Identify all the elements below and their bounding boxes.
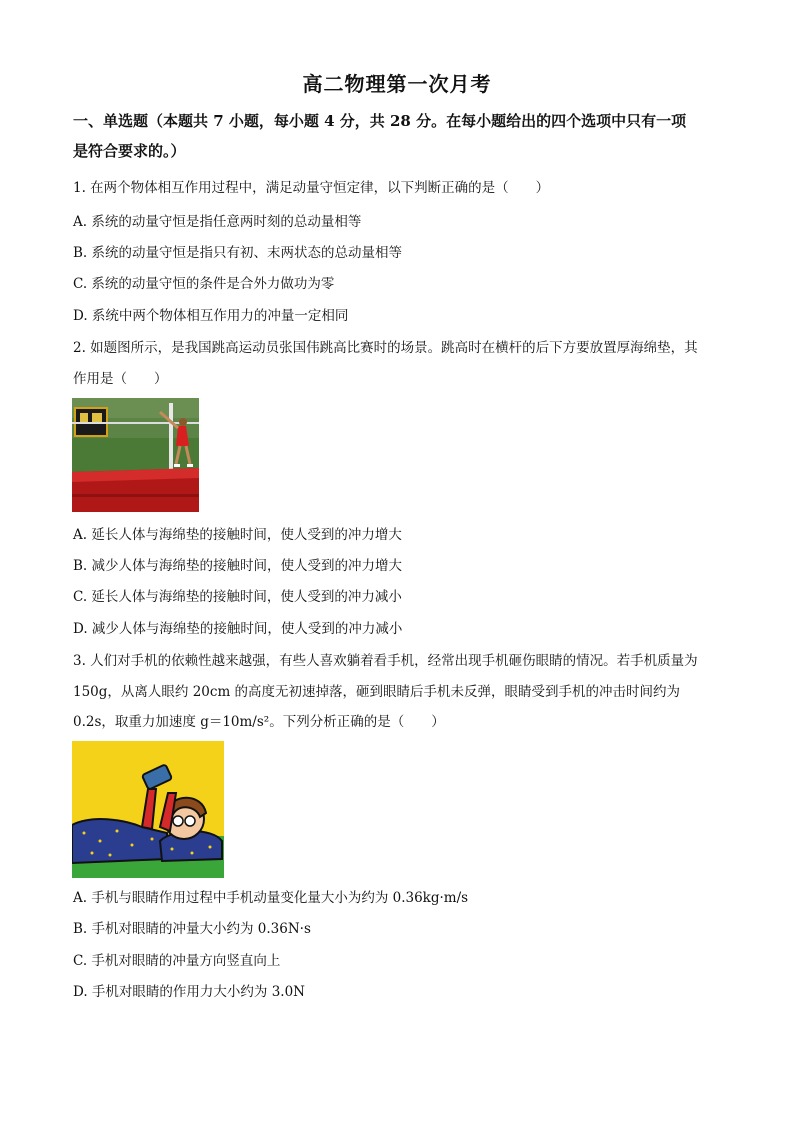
section-heading-line-1: 一、单选题（本题共 7 小题，每小题 4 分，共 28 分。在每小题给出的四个选项中只有一项 bbox=[73, 112, 687, 130]
q2-option-b: B. 减少人体与海绵垫的接触时间，使人受到的冲力增大 bbox=[73, 558, 403, 574]
q2-stem-line-1: 2. 如题图所示，是我国跳高运动员张国伟跳高比赛时的场景。跳高时在横杆的后下方要放置厚海绵垫，其 bbox=[73, 340, 698, 356]
q2-option-d: D. 减少人体与海绵垫的接触时间，使人受到的冲力减小 bbox=[73, 621, 403, 637]
q2-stem-line-2: 作用是（ ） bbox=[73, 371, 168, 387]
section-heading bbox=[73, 106, 733, 166]
q3-option-b: B. 手机对眼睛的冲量大小约为 0.36N·s bbox=[73, 921, 311, 937]
phone-in-bed-cartoon bbox=[72, 741, 224, 878]
q3-option-c: C. 手机对眼睛的冲量方向竖直向上 bbox=[73, 953, 281, 969]
q3-stem-line-1: 3. 人们对手机的依赖性越来越强，有些人喜欢躺着看手机，经常出现手机砸伤眼睛的情况。若手机质量为 bbox=[73, 653, 698, 669]
q2-option-a: A. 延长人体与海绵垫的接触时间，使人受到的冲力增大 bbox=[73, 527, 402, 543]
q3-stem-line-3: 0.2s，取重力加速度 g＝10m/s²。下列分析正确的是（ ） bbox=[73, 714, 445, 730]
q1-option-b: B. 系统的动量守恒是指只有初、末两状态的总动量相等 bbox=[73, 245, 403, 261]
q1-option-d: D. 系统中两个物体相互作用力的冲量一定相同 bbox=[73, 308, 349, 324]
q1-option-a: A. 系统的动量守恒是指任意两时刻的总动量相等 bbox=[73, 214, 362, 230]
q1-option-c: C. 系统的动量守恒的条件是合外力做功为零 bbox=[73, 276, 335, 292]
q1-stem: 1. 在两个物体相互作用过程中，满足动量守恒定律，以下判断正确的是（ ） bbox=[73, 180, 550, 196]
page-title: 高二物理第一次月考 bbox=[302, 72, 492, 96]
q3-option-a: A. 手机与眼睛作用过程中手机动量变化量大小为约为 0.36kg·m/s bbox=[73, 890, 469, 906]
section-heading-line-2: 是符合要求的。） bbox=[73, 142, 186, 160]
q3-option-d: D. 手机对眼睛的作用力大小约为 3.0N bbox=[73, 984, 305, 1000]
high-jump-photo bbox=[72, 398, 199, 512]
q2-option-c: C. 延长人体与海绵垫的接触时间，使人受到的冲力减小 bbox=[73, 589, 402, 605]
q3-stem-line-2: 150g，从离人眼约 20cm 的高度无初速掉落，砸到眼睛后手机未反弹，眼睛受到手机的冲击时间约为 bbox=[73, 684, 681, 700]
